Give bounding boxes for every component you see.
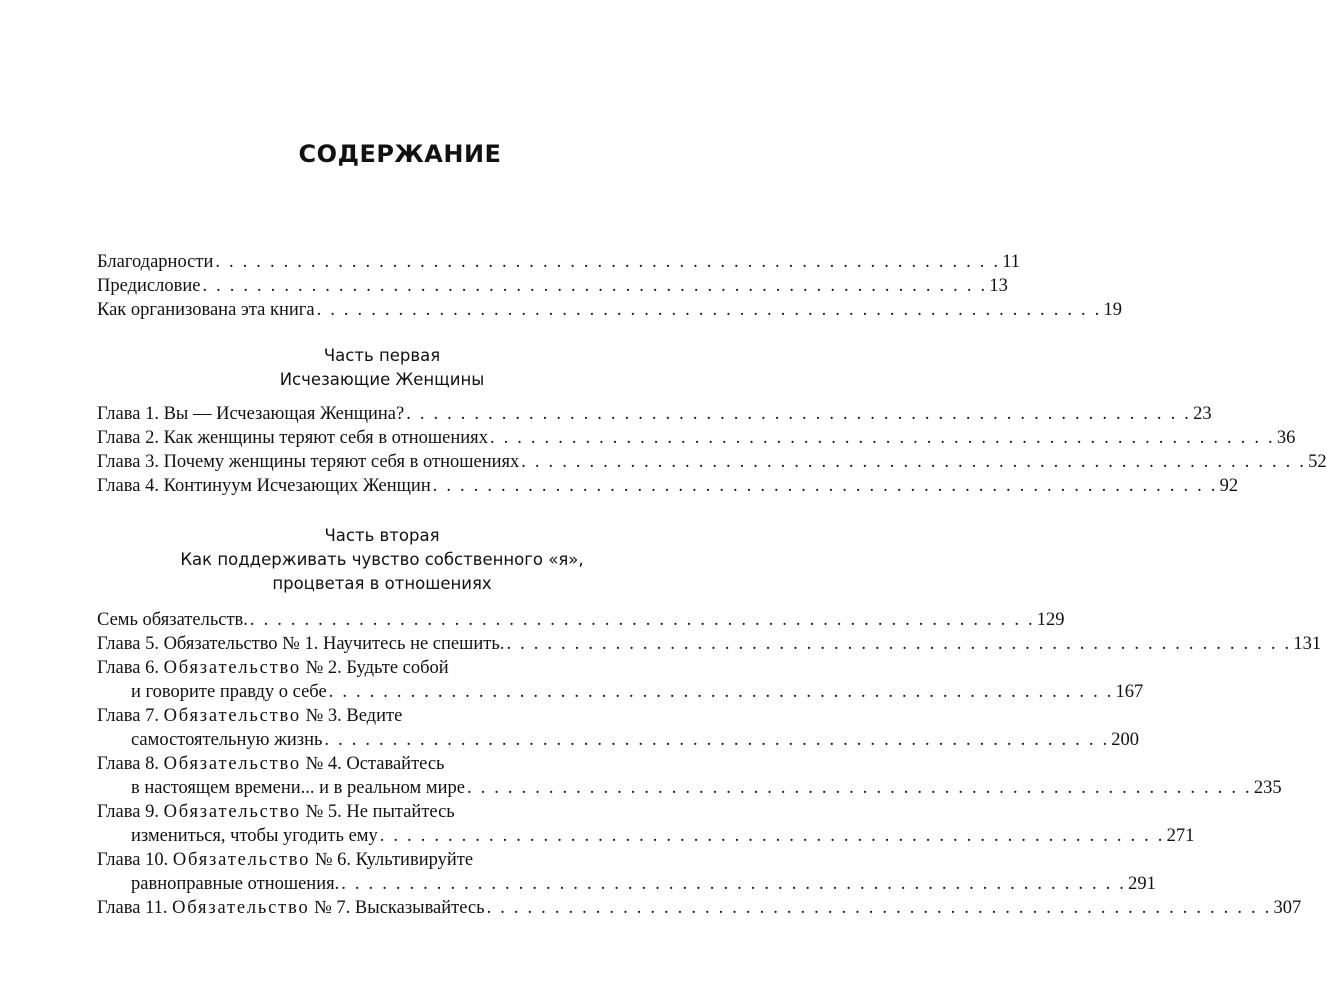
toc-entry-chapter-11[interactable] — [97, 896, 1302, 920]
part-two-label: Часть вторая — [324, 526, 440, 545]
toc-page-number: 11 — [1002, 252, 1021, 272]
toc-entry-title-rest: № 3. Ведите — [300, 706, 403, 726]
toc-entry-title-prefix: Глава 9. — [97, 802, 164, 822]
part-two-title-line-1: Как поддерживать чувство собственного «я», — [180, 550, 584, 569]
toc-page-number: 271 — [1166, 826, 1195, 846]
dot-leader: . . . . . . . . . . . . . . . . . . . . . . . . . . . . . . . . . . . . . . . . . . . . . . . . . . . . . . . . . . — [328, 682, 1114, 702]
toc-page-number: 19 — [1103, 300, 1122, 320]
toc-entry-title-prefix: Глава 8. — [97, 754, 164, 774]
toc-entry-title: Глава 5. Обязательство № 1. Научитесь не спешить. — [97, 634, 505, 654]
dot-leader: . . . . . . . . . . . . . . . . . . . . . . . . . . . . . . . . . . . . . . . . . . . . . . . . . . . . . . . . . . — [324, 730, 1110, 750]
toc-entry-title-spaced: Обязательство — [172, 850, 311, 870]
toc-page-number: 36 — [1276, 428, 1296, 448]
toc-entry-chapter-4[interactable] — [97, 474, 1239, 498]
part-one-title: Исчезающие Женщины — [279, 370, 485, 389]
part-one-label: Часть первая — [323, 346, 441, 365]
toc-entry-chapter-10[interactable] — [97, 848, 1156, 896]
toc-entry-title-cont: самостоятельную жизнь — [131, 730, 323, 750]
toc-entry-preface[interactable] — [97, 274, 1008, 298]
toc-entry-title-rest: № 4. Оставайтесь — [300, 754, 445, 774]
dot-leader: . . . . . . . . . . . . . . . . . . . . . . . . . . . . . . . . . . . . . . . . . . . . . . . . . . . . . . . . . . — [489, 428, 1275, 448]
dot-leader: . . . . . . . . . . . . . . . . . . . . . . . . . . . . . . . . . . . . . . . . . . . . . . . . . . . . . . . . . . — [316, 300, 1102, 320]
toc-entry-title-prefix: Глава 6. — [97, 658, 164, 678]
toc-entry-chapter-1[interactable] — [97, 402, 1212, 426]
toc-entry-chapter-9[interactable] — [97, 800, 1195, 848]
toc-entry-title-rest: № 5. Не пытайтесь — [300, 802, 455, 822]
dot-leader: . . . . . . . . . . . . . . . . . . . . . . . . . . . . . . . . . . . . . . . . . . . . . . . . . . . . . . . . . . — [521, 452, 1307, 472]
toc-entry-title: Глава 4. Континуум Исчезающих Женщин — [97, 476, 431, 496]
dot-leader: . . . . . . . . . . . . . . . . . . . . . . . . . . . . . . . . . . . . . . . . . . . . . . . . . . . . . . . . . . — [486, 898, 1272, 918]
toc-page-number: 23 — [1193, 404, 1212, 424]
toc-page-number: 52 — [1308, 452, 1327, 472]
toc-entry-chapter-6[interactable] — [97, 656, 1144, 704]
toc-entry-title: Как организована эта книга — [97, 300, 315, 320]
table-of-contents — [97, 250, 1327, 920]
toc-entry-title-prefix: Глава 10. — [97, 850, 173, 870]
dot-leader: . . . . . . . . . . . . . . . . . . . . . . . . . . . . . . . . . . . . . . . . . . . . . . . . . . . . . . . . . . — [249, 610, 1035, 630]
toc-entry-title-spaced: Обязательство — [163, 802, 301, 822]
toc-entry-chapter-7[interactable] — [97, 704, 1140, 752]
toc-entry-title: Предисловие — [97, 276, 201, 296]
dot-leader: . . . . . . . . . . . . . . . . . . . . . . . . . . . . . . . . . . . . . . . . . . . . . . . . . . . . . . . . . . — [379, 826, 1165, 846]
toc-entry-acknowledgements[interactable] — [97, 250, 1021, 274]
toc-entry-chapter-2[interactable] — [97, 426, 1296, 450]
toc-entry-title: Глава 2. Как женщины теряют себя в отношениях — [97, 428, 488, 448]
toc-entry-title-rest: № 7. Высказывайтесь — [309, 898, 485, 918]
toc-entry-title-cont: измениться, чтобы угодить ему — [131, 826, 378, 846]
toc-entry-title-cont: в настоящем времени... и в реальном мире — [131, 778, 465, 798]
toc-page-number: 235 — [1253, 778, 1282, 798]
toc-entry-title-spaced: Обязательство — [172, 898, 310, 918]
part-two-title-line-2: процветая в отношениях — [272, 574, 492, 593]
toc-entry-chapter-5[interactable] — [97, 632, 1322, 656]
page-title: СОДЕРЖАНИЕ — [298, 140, 502, 168]
toc-page-number: 167 — [1115, 682, 1144, 702]
toc-entry-how-organized[interactable] — [97, 298, 1122, 322]
toc-entry-title-cont: и говорите правду о себе — [131, 682, 327, 702]
toc-entry-title-prefix: Глава 7. — [97, 706, 164, 726]
dot-leader: . . . . . . . . . . . . . . . . . . . . . . . . . . . . . . . . . . . . . . . . . . . . . . . . . . . . . . . . . . — [341, 874, 1127, 894]
toc-entry-title-rest: № 2. Будьте собой — [300, 658, 449, 678]
toc-entry-title-cont: равноправные отношения. — [131, 874, 340, 894]
toc-entry-chapter-3[interactable] — [97, 450, 1327, 474]
dot-leader: . . . . . . . . . . . . . . . . . . . . . . . . . . . . . . . . . . . . . . . . . . . . . . . . . . . . . . . . . . — [215, 252, 1001, 272]
toc-entry-title: Семь обязательств. — [97, 610, 248, 630]
toc-page-number: 13 — [989, 276, 1008, 296]
toc-page-number: 92 — [1219, 476, 1239, 496]
dot-leader: . . . . . . . . . . . . . . . . . . . . . . . . . . . . . . . . . . . . . . . . . . . . . . . . . . . . . . . . . . — [506, 634, 1292, 654]
toc-entry-chapter-8[interactable] — [97, 752, 1282, 800]
toc-entry-title: Благодарности — [97, 252, 214, 272]
toc-page-number: 200 — [1111, 730, 1140, 750]
toc-entry-title-spaced: Обязательство — [163, 754, 301, 774]
toc-page-number: 307 — [1273, 898, 1302, 918]
dot-leader: . . . . . . . . . . . . . . . . . . . . . . . . . . . . . . . . . . . . . . . . . . . . . . . . . . . . . . . . . . — [466, 778, 1252, 798]
dot-leader: . . . . . . . . . . . . . . . . . . . . . . . . . . . . . . . . . . . . . . . . . . . . . . . . . . . . . . . . . . — [202, 276, 988, 296]
toc-entry-title-rest: № 6. Культивируйте — [310, 850, 474, 870]
toc-page-number: 129 — [1036, 610, 1065, 630]
toc-entry-title: Глава 3. Почему женщины теряют себя в отношениях — [97, 452, 520, 472]
toc-entry-title-spaced: Обязательство — [163, 706, 301, 726]
dot-leader: . . . . . . . . . . . . . . . . . . . . . . . . . . . . . . . . . . . . . . . . . . . . . . . . . . . . . . . . . . — [432, 476, 1218, 496]
toc-entry-seven-commitments[interactable] — [97, 608, 1065, 632]
toc-page-number: 291 — [1128, 874, 1156, 894]
toc-entry-title-prefix: Глава 11. — [97, 898, 173, 918]
toc-entry-title: Глава 1. Вы — Исчезающая Женщина? — [97, 404, 405, 424]
dot-leader: . . . . . . . . . . . . . . . . . . . . . . . . . . . . . . . . . . . . . . . . . . . . . . . . . . . . . . . . . . — [406, 404, 1192, 424]
toc-entry-title — [97, 896, 485, 920]
toc-entry-title-spaced: Обязательство — [163, 658, 301, 678]
toc-page-number: 131 — [1293, 634, 1322, 654]
